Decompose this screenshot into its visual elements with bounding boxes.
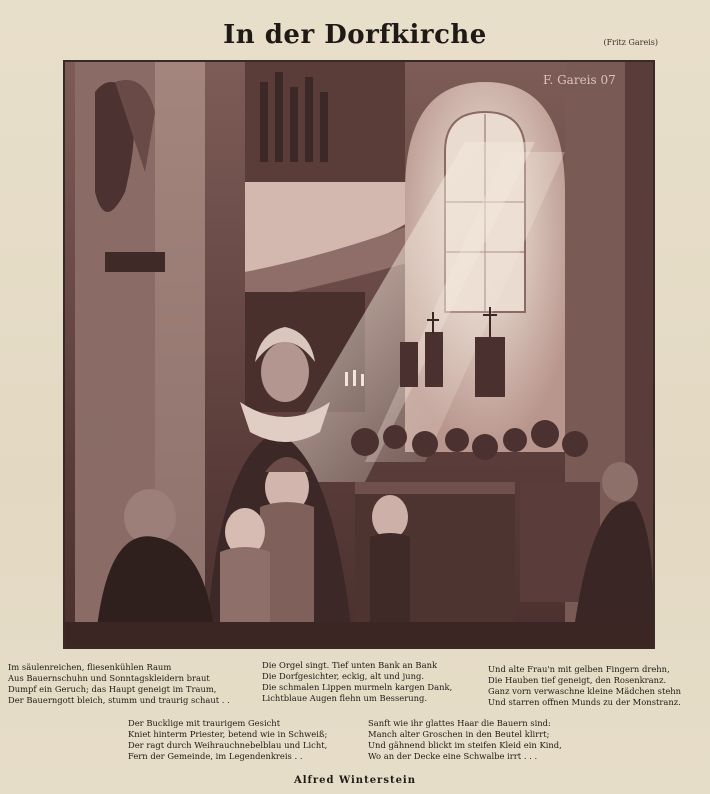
verse-line: Die Hauben tief geneigt, den Rosenkranz.	[488, 675, 667, 685]
illustration-drawing	[65, 62, 653, 647]
verse-line: Der Bucklige mit traurigem Gesicht	[128, 718, 281, 728]
background-man-face	[82, 410, 118, 454]
verse-line: Und gähnend blickt im steifen Kleid ein Kind,	[368, 740, 562, 750]
stanza-1	[8, 662, 230, 706]
stanza-2	[262, 660, 452, 704]
verse-line: Der ragt durch Weihrauchnebelblau und Licht,	[128, 740, 328, 750]
poem-author: Alfred Winterstein	[293, 775, 417, 786]
verse-line: Sanft wie ihr glattes Haar die Bauern sind:	[368, 718, 551, 728]
old-woman-face	[261, 342, 309, 402]
boy-face	[372, 495, 408, 539]
stanza-5	[368, 718, 562, 762]
verse-line: Ganz vorn verwaschne kleine Mädchen stehn	[488, 686, 682, 696]
artist-signature: F. Gareis 07	[543, 73, 616, 87]
verse-line: Und starren offnen Munds zu der Monstranz.	[488, 697, 681, 707]
artist-credit: (Fritz Gareis)	[603, 38, 658, 47]
verse-line: Wo an der Decke eine Schwalbe irrt . . .	[368, 751, 538, 761]
pew-rail	[355, 482, 515, 494]
floor	[65, 622, 653, 647]
stanza-3	[488, 664, 681, 708]
verse-line: Manch alter Groschen in den Beutel klirrt;	[368, 729, 550, 739]
priest-head	[602, 462, 638, 502]
page-title: In der Dorfkirche	[223, 20, 487, 50]
stanza-4	[128, 718, 327, 762]
verse-line: Der Bauerngott bleich, stumm und traurig schaut . .	[8, 695, 230, 705]
verse-line: Die Dorfgesichter, eckig, alt und jung.	[262, 671, 424, 681]
verse-line: Aus Bauernschuhn und Sonntagskleidern braut	[8, 673, 210, 683]
verse-line: Lichtblaue Augen flehn um Besserung.	[262, 693, 428, 703]
church-interior-illustration	[63, 60, 655, 649]
verse-line: Und alte Frau'n mit gelben Fingern drehn,	[488, 664, 670, 674]
verse-line: Im säulenreichen, fliesenkühlen Raum	[8, 662, 172, 672]
verse-line: Die schmalen Lippen murmeln kargen Dank,	[262, 682, 453, 692]
verse-line: Die Orgel singt. Tief unten Bank an Bank	[262, 660, 438, 670]
verse-line: Kniet hinterm Priester, betend wie in Schweiß;	[128, 729, 328, 739]
verse-line: Dumpf ein Geruch; das Haupt geneigt im Traum,	[8, 684, 217, 694]
column-capital	[105, 252, 165, 272]
verse-line: Fern der Gemeinde, im Legendenkreis . .	[128, 751, 303, 761]
